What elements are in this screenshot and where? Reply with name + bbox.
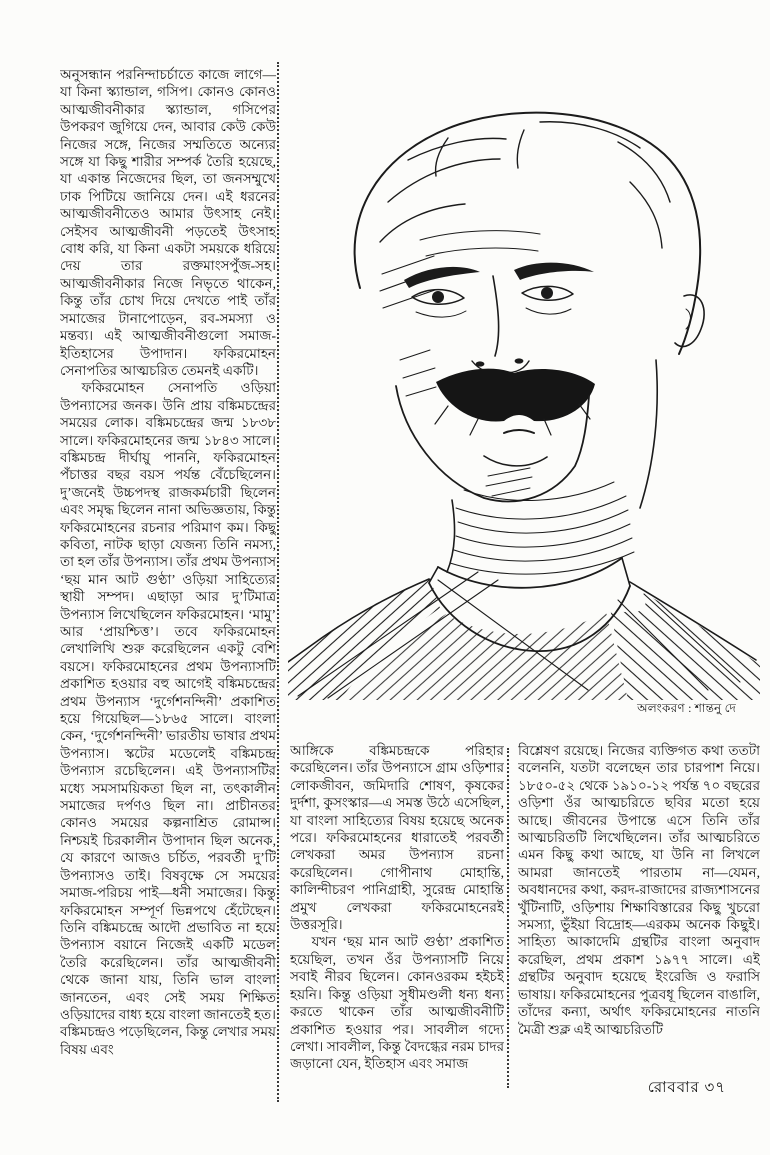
text-column-right xyxy=(518,742,760,1094)
paragraph-middle-2: যখন ‘ছয় মান আট গুণ্ঠা’ প্রকাশিত হয়েছিল, তখন ওঁর উপন্যাসটি নিয়ে সবাই নীরব ছিলেন। কোনওরকম হইচই হয়নি। কিন্তু ওড়িয়া সুধীমণ্ডলী ধন্য ধন্য করতে থাকেন তাঁর আত্মজীবনীটি প্রকাশিত হওয়ার পর। সাবলীল গদ্যে লেখা। সাবলীল, কিন্তু বৈদগ্ধের নরম চাদর জড়ানো যেন, ইতিহাস এবং সমাজ xyxy=(290,934,504,1072)
paragraph-left-1: অনুসন্ধান পরনিন্দাচর্চাতে কাজে লাগে—যা কিনা স্ক্যান্ডাল, গসিপ। কোনও কোনও আত্মজীবনীকার স্ক্যান্ডাল, গসিপের উপকরণ জুগিয়ে দেন, আবার কেউ কেউ নিজের সঙ্গে, নিজের সম্মতিতে অন্যের সঙ্গে যা কিছু শারীর সম্পর্ক তৈরি হয়েছে, যা একান্ত নিজেদের ছিল, তা জনসম্মুখে ঢাক পিটিয়ে জানিয়ে দেন। এই ধরনের আত্মজীবনীতেও আমার উৎসাহ নেই। সেইসব আত্মজীবনী পড়তেই উৎসাহ বোধ করি, যা কিনা একটা সময়কে ধরিয়ে দেয় তার রক্তমাংসপুঁজ-সহ। আত্মজীবনীকার নিজে নিভৃতে থাকেন, কিন্তু তাঁর চোখ দিয়ে দেখতে পাই তাঁর সমাজের টানাপোড়েন, রব-সমস্যা ও মন্তব্য। এই আত্মজীবনীগুলো সমাজ-ইতিহাসের উপাদান। ফকিরমোহন সেনাপতির আত্মচরিত তেমনই একটি। xyxy=(60,67,276,378)
text-column-middle xyxy=(290,742,504,1094)
portrait-sketch xyxy=(288,60,760,700)
dotted-column-divider-left xyxy=(277,62,279,1102)
text-column-left xyxy=(60,66,276,1082)
paragraph-right-1: বিশ্লেষণ রয়েছে। নিজের ব্যক্তিগত কথা ততটা বলেননি, যতটা বলেছেন তার চারপাশ নিয়ে। ১৮৫০-৫২ থেকে ১৯১০-১২ পর্যন্ত ৭০ বছরের ওড়িশা ওঁর আত্মচরিতে ছবির মতো হয়ে আছে। জীবনের উপান্তে এসে তিনি তাঁর আত্মচরিতটি লিখেছিলেন। তাঁর আত্মচরিতে এমন কিছু কথা আছে, যা উনি না লিখলে আমরা জানতেই পারতাম না—যেমন, অবধানদের কথা, করদ-রাজাদের রাজ্যশাসনের খুঁটিনাটি, ওড়িশায় শিক্ষাবিস্তারের কিছু খুচরো সমস্যা, ভুঁইয়া বিদ্রোহ—এরকম অনেক কিছুই। সাহিত্য আকাদেমি গ্রন্থটির বাংলা অনুবাদ করেছিল, প্রথম প্রকাশ ১৯৭৭ সালে। এই গ্রন্থটির অনুবাদ হয়েছে ইংরেজি ও ফরাসি ভাষায়। ফকিরমোহনের পুত্রবধূ ছিলেন বাঙালি, তাঁদের কন্যা, অর্থাৎ ফকিরমোহনের নাতনি মৈত্রী শুক্ল এই আত্মচরিতটি xyxy=(518,743,760,1037)
paragraph-left-2: ফকিরমোহন সেনাপতি ওড়িয়া উপন্যাসের জনক। উনি প্রায় বঙ্কিমচন্দ্রের সময়ের লোক। বঙ্কিমচন্দ্রের জন্ম ১৮৩৮ সালে। ফকিরমোহনের জন্ম ১৮৪৩ সালে। বঙ্কিমচন্দ্র দীর্ঘায়ু পাননি, ফকিরমোহন পঁচাত্তর বছর বয়স পর্যন্ত বেঁচেছিলেন। দু’জনেই উচ্চপদস্থ রাজকর্মচারী ছিলেন এবং সমৃদ্ধ ছিলেন নানা অভিজ্ঞতায়, কিন্তু ফকিরমোহনের রচনার পরিমাণ কম। কিছু কবিতা, নাটক ছাড়া যেজন্য তিনি নমস্য, তা হল তাঁর উপন্যাস। তাঁর প্রথম উপন্যাস ‘ছয় মান আট গুণ্ঠা’ ওড়িয়া সাহিত্যের স্থায়ী সম্পদ। এছাড়া আর দু’টিমাত্র উপন্যাস লিখেছিলেন ফকিরমোহন। ‘মামু’ আর ‘প্রায়শ্চিত্ত’। তবে ফকিরমোহন লেখালিখি শুরু করেছিলেন একটু বেশি বয়সে। ফকিরমোহনের প্রথম উপন্যাসটি প্রকাশিত হওয়ার বহু আগেই বঙ্কিমচন্দ্রের প্রথম উপন্যাস ‘দুর্গেশনন্দিনী’ প্রকাশিত হয়ে গিয়েছিল—১৮৬৫ সালে। বাংলা কেন, ‘দুর্গেশনন্দিনী’ ভারতীয় ভাষার প্রথম উপন্যাস। স্কটের মডেলেই বঙ্কিমচন্দ্র উপন্যাস রচেছিলেন। এই উপন্যাসটির মধ্যে সমসাময়িকতা ছিল না, তৎকালীন সমাজের দর্পণও ছিল না। প্রাচীনতর কোনও সময়ের কল্পনাশ্রিত রোমান্স। নিশ্চয়ই চিরকালীন উপাদান ছিল অনেক, যে কারণে আজও চর্চিত, পরবর্তী দু’টি উপন্যাসও তাই। বিষবৃক্ষে সে সময়ের সমাজ-পরিচয় পাই—ধনী সমাজের। কিন্তু ফকিরমোহন সম্পূর্ণ ভিন্নপথে হেঁটেছেন। তিনি বঙ্কিমচন্দ্রে আদৌ প্রভাবিত না হয়ে উপন্যাস বয়ানে নিজেই একটি মডেল তৈরি করেছিলেন। তাঁর আত্মজীবনী থেকে জানা যায়, তিনি ভাল বাংলা জানতেন, এবং সেই সময় শিক্ষিত ওড়িয়াদের বাধ্য হয়ে বাংলা জানতেই হত। বঙ্কিমচন্দ্রও পড়েছিলেন, কিন্তু লেখার সময় বিষয় এবং xyxy=(60,380,276,1057)
illustration-credit: অলংকরণ : শান্তনু দে xyxy=(637,701,736,715)
dotted-column-divider-right xyxy=(507,748,509,1088)
paragraph-middle-1: আঙ্গিকে বঙ্কিমচন্দ্রকে পরিহার করেছিলেন। তাঁর উপন্যাসে গ্রাম ওড়িশার লোকজীবন, জমিদারি শোষণ, কৃষকের দুর্দশা, কুসংস্কার—এ সমস্ত উঠে এসেছিল, যা বাংলা সাহিত্যের বিষয় হয়েছে অনেক পরে। ফকিরমোহনের ধারাতেই পরবর্তী লেখকরা অমর উপন্যাস রচনা করেছিলেন। গোপীনাথ মোহান্তি, কালিন্দীচরণ পানিগ্রাহী, সুরেন্দ্র মোহান্তি প্রমুখ লেখকরা ফকিরমোহনেরই উত্তরসূরি। xyxy=(290,743,504,933)
page-footer: রোববার ৩৭ xyxy=(647,1080,726,1096)
portrait-illustration-block xyxy=(288,60,760,722)
